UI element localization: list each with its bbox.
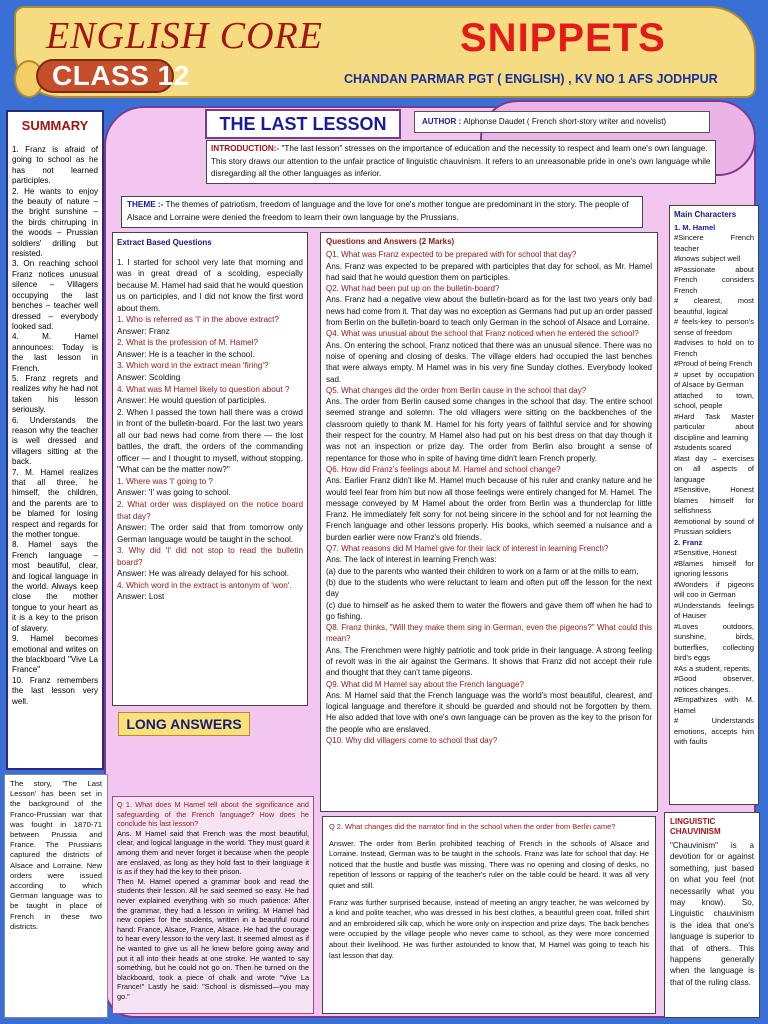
qa-answer: Ans. On entering the school, Franz noticed that there was an unusual silence. There was no noise of opening and closing of desks. The village elders had occupied the last benches that were always empty. M Hamel was in his very fine Sunday clothes. Everybody looked sad. [326, 340, 652, 384]
long-answer-question: Q 1. What does M Hamel tell about the significance and safeguarding of the French language? How does he conclude his last lesson? [117, 800, 309, 829]
qa-answer: Ans. M Hamel said that the French language was the world's most beautiful, clearest, and logical language and therefore it should be guarded and should not be forgotten by them. He also added that love with one's own language can be proven as the key to the prison for the people who are enslaved. [326, 690, 652, 734]
chauvinism-heading: LINGUISTIC CHAUVINISM [670, 817, 721, 836]
qa-item [326, 622, 652, 678]
linguistic-chauvinism-box [664, 812, 760, 1018]
qa-item [326, 249, 652, 283]
introduction-box [206, 140, 716, 184]
qa-question: Q8. Franz thinks, "Will they make them sing in German, even the pigeons?" What could this mean? [326, 623, 652, 644]
extract-question: 1. Where was 'I' going to ? [117, 476, 213, 486]
qa-item [326, 543, 652, 622]
main-characters-panel [669, 205, 759, 805]
author-label: AUTHOR : [422, 117, 464, 126]
chauvinism-text: "Chauvinism" is a devotion for or against something, just based on what you feel (not necessarily what you may know). So, Linguistic chauvinism is the idea that one's language is superior to that of others. This happens generally when the language is that of the ruling class. [670, 841, 754, 987]
summary-text: 1. Franz is afraid of going to school as he has not learned participles. 2. He wants to enjoy the beauty of nature – the bright sunshine – the birds chirruping in the woods – Prussian soldiers' drilling but resisted. 3. On reaching school Franz notices unusual silence – Villagers occupying the last benches – teacher well dressed – everybody looked sad. 4. M. Hamel announces: Today is the last lesson in French. 5. Franz regrets and realizes why he had not taken his lesson seriously. 6. Understands the reason why the teacher is well dressed and villagers sitting at the back. 7. M. Hamel realizes that all three, he himself, the children, and the parents are to be blamed for losing respect and regards for the mother tongue. 8. Hamel says the French language – most beautiful, clear, and logical language in the world. Always keep close the mother tongue to your heart as it is a key to the prison of slavery. 9. Hamel becomes emotional and writes on the blackboard "Vive La France" 10. Franz remembers the last lesson very well. [12, 145, 98, 706]
long-answers-label: LONG ANSWERS [118, 712, 250, 736]
qa-item [326, 283, 652, 328]
theme-box [121, 196, 643, 228]
extract-answer: Answer: He is a teacher in the school. [117, 349, 255, 359]
character-name: 2. Franz [674, 537, 703, 547]
qa-panel [320, 232, 658, 812]
qa-item [326, 385, 652, 464]
theme-label: THEME :- [127, 200, 164, 209]
extract-question: 1. Who is referred as 'I' in the above extract? [117, 315, 279, 325]
qa-answer: Ans. Franz had a negative view about the bulletin-board as for the last two years only bad news had come from it. That day was no exception as Germans had put up an order passed from Berlin on the bulletin-board to teach only German in the school of Alsace and Lorraine. [326, 295, 652, 328]
extract-heading: Extract Based Questions [117, 238, 212, 247]
intro-text: "The last lesson" stresses on the importance of education and the necessity to respect and learn one's own language. This story draws our attention to the unfair practice of linguistic chauvinism. It refers to an unreasonable pride in one's own language while disregarding all the other languages as inferior. [211, 144, 711, 179]
qa-question: Q4. What was unusual about the school that Franz noticed when he entered the school? [326, 329, 639, 339]
qa-item [326, 464, 652, 543]
character-name: 1. M. Hamel [674, 222, 716, 232]
long-answer-text: Then M. Hamel opened a grammar book and read the students their lesson. All he said seemed so easy. He had never explained everything with so much patience: After the grammar, they had a lesson in writing. M Hamel had new copies for the students, written in a beautiful round hand: France, Alsace, France, Alsace. He had the courage to hear every lesson to the very last. It seemed almost as if he wanted to give us all he knew before going away and put it all into their heads at one stroke. He wanted to say something, but he could not go on. Then he turned on the blackboard, took a piece of chalk and wrote "Vive La France!" Lastly he said: "School is dismissed—you may go." [117, 876, 309, 1001]
intro-label: INTRODUCTION:- [211, 144, 280, 153]
qa-item [326, 328, 652, 384]
extract-answer: Answer: He was already delayed for his school. [117, 569, 290, 579]
qa-answer: Ans. The order from Berlin caused some changes in the school that day. The entire school seemed strange and solemn. The old villagers were sitting on the backbenches of the classroom quietly to thank M. Hamel for his forty years of faithful service and for showing their respect for the country. M Hamel also had put on his best dress on that day though it was not an inspection or prize day. The order from Berlin also brought a sense of repentance for those who in spite of having time didn't learn French properly. [326, 397, 652, 463]
author-value: Alphonse Daudet ( French short-story writer and novelist) [463, 117, 667, 126]
extract-passage: 2. When I passed the town hall there was a crowd in front of the bulletin-board. For the last two years all our bad news had come from there — the lost battles, the draft, the orders of the commanding officer — and I thought to myself, without stopping, "What can be the matter now?" [117, 407, 303, 475]
qa-answer: Ans. Earlier Franz didn't like M. Hamel much because of his ruler and cranky nature and he would feel fear from him but now all those feelings were entirely changed for M. Hamel. The message conveyed by M Hamel about the order from Berlin was a thunderclap for little Franz. He immediately felt sorry for not being sincere in the school and for not learning the French language and other lessons properly. His books, which seemed a nuisance and a burden earlier were now Franz's old friends. [326, 476, 652, 542]
long-answer-q2-box [322, 816, 656, 1014]
extract-question: 2. What is the profession of M. Hamel? [117, 338, 259, 348]
qa-answer: Ans. Franz was expected to be prepared with participles that day for school, as Mr. Hamel had said that he would question them on participles. [326, 261, 652, 282]
extract-question: 3. Why did 'I' did not stop to read the bulletin board? [117, 546, 303, 567]
qa-item [326, 735, 652, 746]
qa-question: Q9. What did M Hamel say about the French language? [326, 679, 524, 689]
class-label: CLASS 12 [52, 60, 190, 91]
q2-answer: Answer. The order from Berlin prohibited teaching of French in the schools of Alsace and Lorraine. Instead, German was to be taught in the schools. Franz was late for school that day. He noticed that the hustle and bustle was missing. There was no opening and closing of desks, no repetition of lessons or rapping of the teacher's ruler on the table could be heard. It was all very quiet and still. [329, 838, 649, 890]
qa-heading: Questions and Answers (2 Marks) [326, 237, 455, 246]
long-answer-box [112, 796, 314, 1014]
summary-panel [6, 110, 104, 770]
extract-passage: 1. I started for school very late that morning and was in great dread of a scolding, especially because M. Hamel had said that he would question us on participles, and I did not know the first word about them. [117, 257, 303, 313]
qa-question: Q1. What was Franz expected to be prepared with for school that day? [326, 250, 577, 260]
qa-answer: Ans. The lack of interest in learning French was: (a) due to the parents who wanted their children to work on a farm or at the mills to earn, (b) due to the students who were reluctant to learn and often put off the lesson for the next day (c) due to himself as he asked them to water the flowers and gave them off when he had to go fishing. [326, 555, 652, 621]
extract-question: 4. Which word in the extract is antonym of 'won'. [117, 580, 292, 590]
teacher-credit: CHANDAN PARMAR PGT ( ENGLISH) , KV NO 1 AFS JODHPUR [344, 72, 718, 86]
extract-answer: Answer: Lost [117, 592, 165, 602]
long-answer-text: Ans. M Hamel said that French was the most beautiful, clear, and logical language in the world. They must guard it among them and never forget it because when the people are enslaved, as long as they hold fast to their language it is as if they had the key to their prison. [117, 828, 309, 877]
character-traits: #Sensitive, Honest #Blames himself for ignoring lessons #Wonders if pigeons will coo in German #Understands feelings of Hauser #Loves outdoors, sunshine, birds, butterflies, collecting bird's eggs #As a student, repents, #Good observer, notices changes. #Empathizes with M. Hamel # Understands emotions, accepts him with faults [674, 548, 754, 746]
extract-question: 4. What was M Hamel likely to question about ? [117, 384, 290, 394]
qa-question: Q10. Why did villagers come to school that day? [326, 736, 498, 746]
lesson-title: THE LAST LESSON [205, 109, 401, 139]
qa-item [326, 679, 652, 735]
theme-text: The themes of patriotism, freedom of language and the love for one's mother tongue are predominant in the story. The people of Alsace and Lorraine were denied the freedom to learn their own language by the Prussians. [127, 200, 629, 222]
extract-answer: Answer: He would question of participles. [117, 396, 267, 406]
extract-answer: Answer: Scolding [117, 373, 181, 383]
qa-question: Q2. What had been put up on the bulletin-board? [326, 284, 500, 294]
q2-answer: Franz was further surprised because, instead of meeting an angry teacher, he was welcomed by a kind and polite teacher, who was dressed in his best clothes, a beautiful green coat, frilled shirt and an embroidered silk cap, which he wore only on inspection and prize days. The back benches were occupied by the village people who never came to school, as they were more concerned about their livelihood. He was further astounded to know that, M Hamel was going to teach his last lesson that day. [329, 897, 649, 960]
qa-answer: Ans. The Frenchmen were highly patriotic and took pride in their language. A strong feeling of revolt was in the air against the Germans. It shows that Franz did not accept their rule and thought that they can't tame pigeons. [326, 645, 652, 678]
summary-heading: SUMMARY [21, 118, 89, 133]
q2-question: Q 2. What changes did the narrator find in the school when the order from Berlin came? [329, 822, 616, 831]
extract-answer: Answer: The order said that from tomorrow only German language would be taught in the school. [117, 523, 303, 544]
extract-question: 2. What order was displayed on the notice board that day? [117, 500, 303, 521]
subject-title: ENGLISH CORE [46, 15, 323, 57]
extract-question: 3. Which word in the extract mean 'firing'? [117, 361, 269, 371]
qa-question: Q7. What reasons did M Hamel give for their lack of interest in learning French? [326, 544, 609, 554]
qa-question: Q6. How did Franz's feelings about M. Hamel and school change? [326, 464, 561, 474]
extract-answer: Answer: Franz [117, 326, 170, 336]
qa-question: Q5. What changes did the order from Berlin cause in the school that day? [326, 385, 587, 395]
characters-heading: Main Characters [674, 210, 737, 219]
extract-answer: Answer: 'I' was going to school. [117, 488, 231, 498]
character-traits: #Sincere French teacher #knows subject well #Passionate about French considers French # clearest, most beautiful, logical # feels-key to person's sense of freedom #advises to hold on to French #Proud of being French # upset by occupation of Alsace by German attached to town, school, people #Hard Task Master particular about discipline and learning #students scared #last day – exercises on all aspects of language #Sensitive, Honest blames himself for selfishness #emotional by sound of Prussian soldiers [674, 233, 754, 536]
extract-questions-panel [112, 232, 308, 706]
snippets-title: SNIPPETS [460, 16, 666, 60]
author-info [414, 111, 710, 133]
story-background-note: The story, 'The Last Lesson' has been set in the background of the Franco-Prussian war that was fought in 1870-71 between Prussia and France. The Prussians captured the districts of Alsace and Lorraine. New orders were issued according to which German language was to be taught in place of French in these two districts. [4, 774, 108, 1018]
